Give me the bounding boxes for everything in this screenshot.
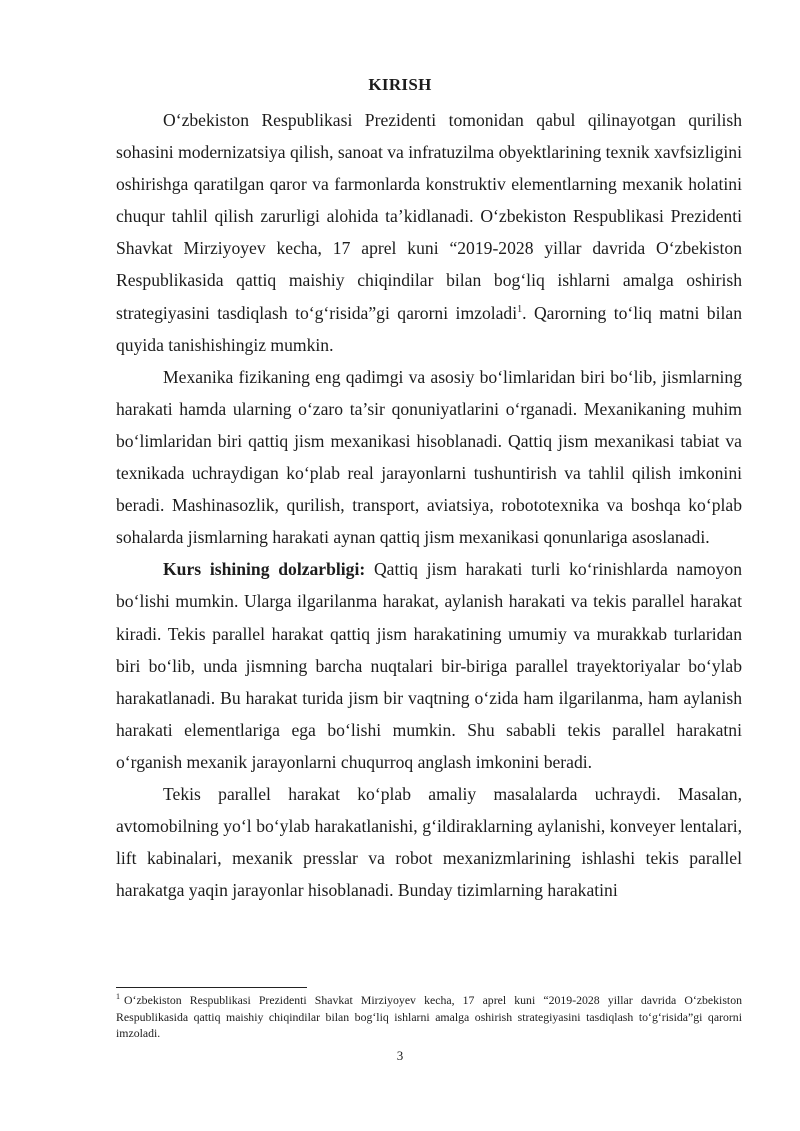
page-number: 3 bbox=[396, 1048, 404, 1063]
paragraph-2: Mexanika fizikaning eng qadimgi va asosiy bo‘limlaridan biri bo‘lib, jismlarning harakati hamda ularning o‘zaro ta’sir qonuniyatlarini o‘rganadi. Mexanikaning muhim bo‘limlaridan biri qattiq jism mexanikasi hisoblanadi. Qattiq jism mexanikasi tabiat va texnikada uchraydigan ko‘plab real jarayonlarni tushuntirish va tahlil qilish imkonini beradi. Mashinasozlik, qurilish, transport, aviatsiya, robototexnika va boshqa ko‘plab sohalarda jismlarning harakati aynan qattiq jism mexanikasi qonunlariga asoslanadi. bbox=[116, 366, 742, 548]
footnote-ref[interactable]: 1 bbox=[517, 303, 523, 315]
footnote-mark: 1 bbox=[116, 992, 120, 1002]
paragraph-3-text: Qattiq jism harakati turli ko‘rinishlarda namoyon bo‘lishi mumkin. Ularga ilgarilanma harakat, aylanish harakati va tekis parallel harakat kiradi. Tekis parallel harakat qattiq jism harakatining umumiy va murakkab turlaridan biri bo‘lib, unda jismning barcha nuqtalari bir-biriga parallel trayektoriyalar bo‘ylab harakatlanadi. Bu harakat turida jism bir vaqtning o‘zida ham ilgarilanma, ham aylanish harakati elementlariga ega bo‘lishi mumkin. Shu sababli tekis parallel harakatni o‘rganish mexanik jarayonlarni chuqurroq anglash imkonini beradi. bbox=[116, 559, 742, 772]
paragraph-4: Tekis parallel harakat ko‘plab amaliy masalalarda uchraydi. Masalan, avtomobilning yo‘l bo‘ylab harakatlanishi, g‘ildiraklarning aylanishi, konveyer lentalari, lift kabinalari, mexanik presslar va robot mexanizmlarining ishlashi tekis parallel harakatga yaqin jarayonlar hisoblanadi. Bunday tizimlarning harakatini bbox=[116, 783, 742, 901]
paragraph-1 bbox=[116, 104, 742, 361]
body-text bbox=[116, 104, 742, 906]
paragraph-3 bbox=[116, 553, 742, 778]
paragraph-1-text: O‘zbekiston Respublikasi Prezidenti tomonidan qabul qilinayotgan qurilish sohasini modernizatsiya qilish, sanoat va infratuzilma obyektlarining texnik xavfsizligini oshirishga qaratilgan qaror va farmonlarda konstruktiv elementlarning mexanik holatini chuqur tahlil qilish zarurligi alohida ta’kidlanadi. O‘zbekiston Respublikasi Prezidenti Shavkat Mirziyoyev kecha, 17 aprel kuni “2019-2028 yillar davrida O‘zbekiston Respublikasida qattiq maishiy chiqindilar bilan bog‘liq ishlarni amalga oshirish strategiyasini tasdiqlash to‘g‘risida”gi qarorni imzoladi bbox=[116, 110, 742, 323]
paragraph-1-tail: . Qarorning to‘liq matni bilan quyida tanishishingiz mumkin. bbox=[116, 302, 742, 355]
footnote-divider bbox=[116, 987, 307, 988]
paragraph-3-heading: Kurs ishining dolzarbligi: bbox=[163, 559, 366, 580]
section-title: KIRISH bbox=[368, 75, 432, 94]
footnote-text: O‘zbekiston Respublikasi Prezidenti Shavkat Mirziyoyev kecha, 17 aprel kuni “2019-2028 yillar davrida O‘zbekiston Respublikasida qattiq maishiy chiqindilar bilan bog‘liq ishlarni amalga oshirish strategiyasini tasdiqlash to‘g‘risida”gi qarorni imzoladi. bbox=[116, 993, 742, 1040]
footnote bbox=[116, 992, 742, 1042]
